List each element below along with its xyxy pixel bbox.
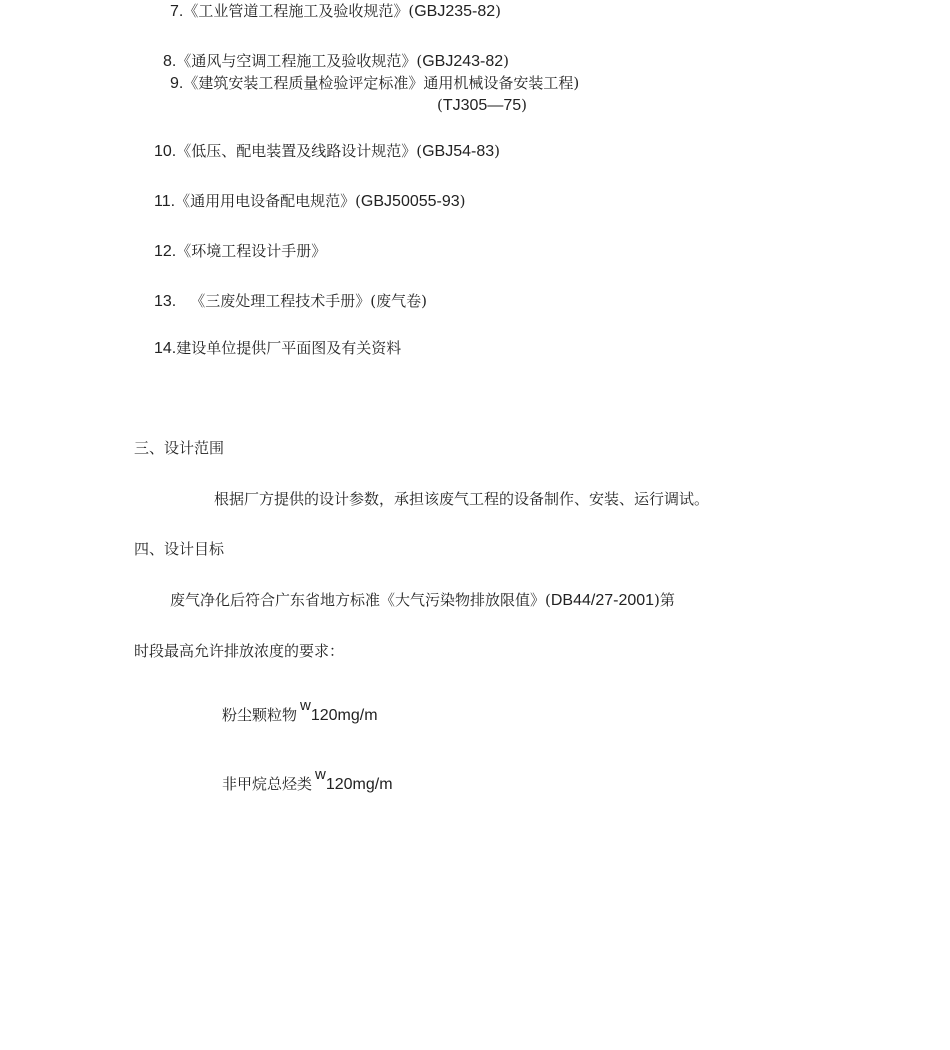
limit-row-dust [222, 697, 378, 726]
reference-number: 10. [154, 143, 177, 160]
section-heading-design-scope: 三、设计范围 [134, 439, 225, 457]
reference-title: 建设单位提供厂平面图及有关资料 [176, 339, 402, 357]
target-paragraph-line-1 [170, 590, 675, 611]
reference-number: 11. [154, 193, 176, 210]
reference-title: 《环境工程设计手册》 [176, 242, 327, 260]
reference-number: 14. [154, 340, 177, 357]
reference-close: ) [495, 2, 501, 20]
reference-item-12 [154, 241, 326, 262]
reference-title: 《工业管道工程施工及验收规范》( [183, 2, 415, 20]
limit-symbol: w [315, 766, 326, 783]
limit-name: 粉尘颗粒物 [222, 706, 298, 724]
reference-code: GBJ50055-93 [360, 193, 460, 210]
reference-title: 《通风与空调工程施工及验收规范》( [176, 52, 423, 70]
reference-number: 7. [170, 3, 184, 20]
limit-name: 非甲烷总烃类 [222, 775, 313, 793]
section-body-design-scope: 根据厂方提供的设计参数，承担该废气工程的设备制作、安装、运行调试。 [214, 490, 710, 508]
reference-close: ) [521, 96, 527, 114]
target-text-a: 废气净化后符合广东省地方标准《大气污染物排放限值》( [170, 591, 551, 609]
limit-value: 120mg/m [325, 776, 393, 793]
reference-item-11 [154, 191, 466, 212]
reference-close: ) [494, 142, 501, 160]
reference-close: ) [503, 52, 509, 70]
reference-item-8 [163, 51, 509, 72]
standard-code: DB44/27-2001 [550, 592, 655, 609]
reference-title: 《建筑安装工程质量检验评定标准》通用机械设备安装工程) [183, 74, 580, 92]
reference-number: 13. [154, 293, 177, 310]
reference-title: 《三废处理工程技术手册》(废气卷) [190, 292, 427, 310]
limit-row-nmhc [222, 766, 393, 795]
reference-code: GBJ235-82 [414, 3, 496, 20]
reference-code: TJ305—75 [442, 97, 522, 114]
reference-code: GBJ243-82 [422, 53, 504, 70]
reference-open: ( [437, 96, 443, 114]
target-paragraph-line-2: 时段最高允许排放浓度的要求： [134, 642, 345, 660]
reference-item-9-continuation [437, 95, 527, 116]
section-heading-design-target: 四、设计目标 [134, 540, 225, 558]
reference-item-14 [154, 338, 401, 359]
reference-number: 12. [154, 243, 177, 260]
reference-number: 9. [170, 75, 184, 92]
reference-item-13 [154, 291, 427, 312]
limit-value: 120mg/m [310, 707, 378, 724]
limit-symbol: w [300, 697, 311, 714]
target-text-b: )第 [654, 591, 675, 609]
reference-item-7 [170, 1, 501, 22]
reference-code: GBJ54-83 [422, 143, 495, 160]
reference-close: ) [459, 192, 466, 210]
reference-title: 《低压、配电装置及线路设计规范》( [176, 142, 423, 160]
reference-title: 《通用用电设备配电规范》( [175, 192, 361, 210]
reference-item-10 [154, 141, 500, 162]
reference-number: 8. [163, 53, 177, 70]
reference-item-9 [170, 73, 579, 94]
